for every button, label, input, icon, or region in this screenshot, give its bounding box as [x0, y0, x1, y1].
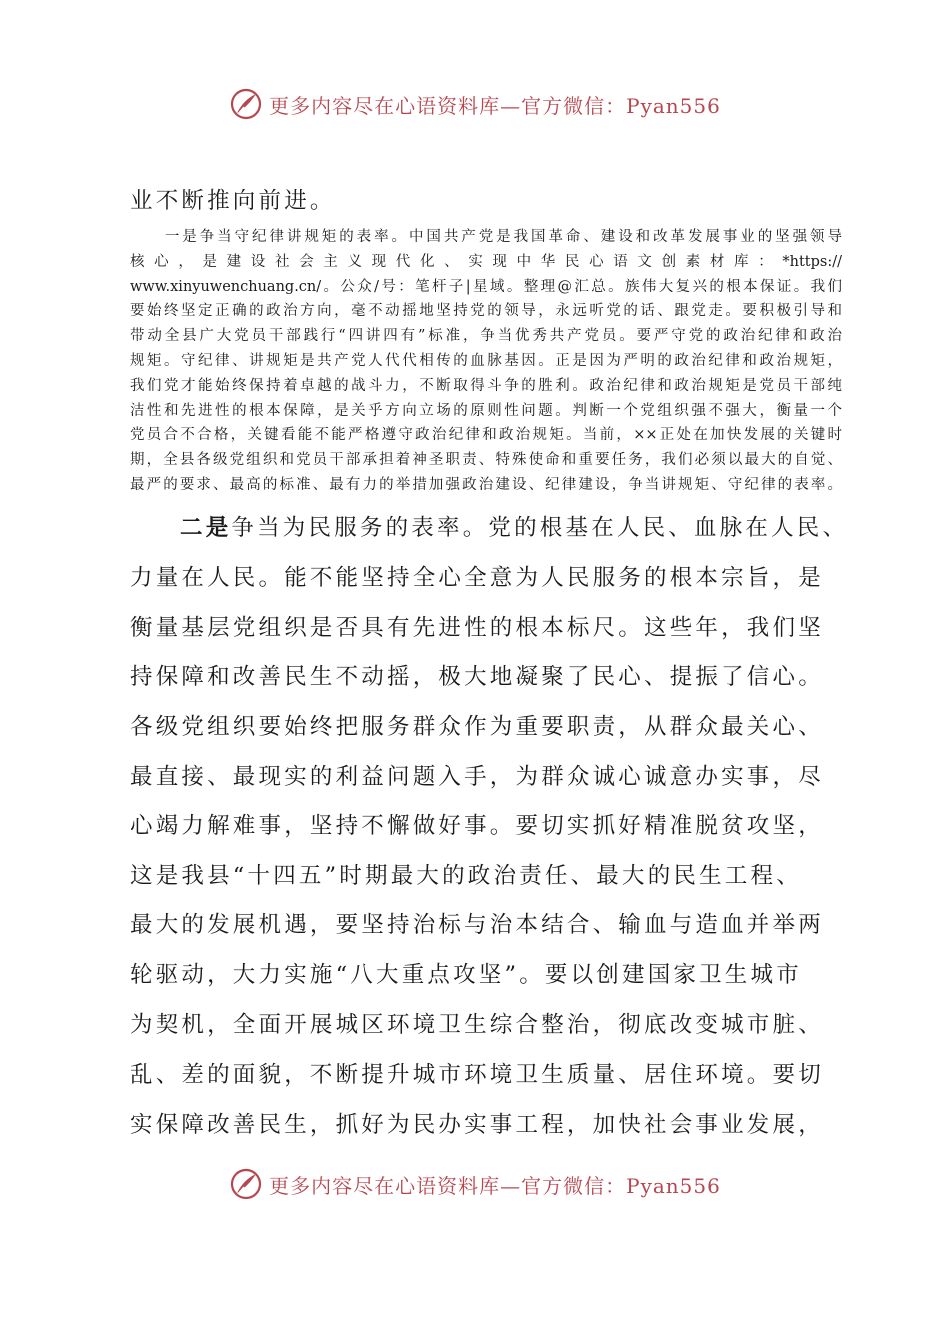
quill-logo-icon [229, 87, 263, 121]
para2-line: 为契机，全面开展城区环境卫生综合整治，彻底改变城市脏、 [130, 1012, 824, 1038]
paragraph-1 [130, 225, 842, 498]
para2-line: 最大的发展机遇，要坚持治标与治本结合、输血与造血并举两 [130, 912, 824, 938]
para2-lead: 二是 [180, 515, 232, 541]
para1-line: 洁性和先进性的根本保障，是关乎方向立场的原则性问题。判断一个党组织强不强大，衡量一个 [130, 402, 842, 419]
footer-banner [0, 1162, 950, 1206]
para2-line: 各级党组织要始终把服务群众作为重要职责，从群众最关心、 [130, 714, 824, 740]
carry-line: 业不断推向前进。 [130, 188, 336, 214]
para1-line: 核心，是建设社会主义现代化、实现中华民心语文创素材库：*https:// [130, 253, 842, 270]
para2-line: 最直接、最现实的利益问题入手，为群众诚心诚意办实事，尽 [130, 764, 824, 790]
para2-line: 乱、差的面貌，不断提升城市环境卫生质量、居住环境。要切 [130, 1062, 824, 1088]
para2-line: 力量在人民。能不能坚持全心全意为人民服务的根本宗旨，是 [130, 565, 824, 591]
para2-line: 心竭力解难事，坚持不懈做好事。要切实抓好精准脱贫攻坚， [130, 813, 824, 839]
para1-line: 期，全县各级党组织和党员干部承担着神圣职责、特殊使命和重要任务，我们必须以最大的自觉、 [130, 452, 842, 469]
para1-line: 要始终坚定正确的政治方向，毫不动摇地坚持党的领导，永远听党的话、跟党走。要积极引导和 [130, 303, 842, 320]
para1-line: www.xinyuwenchuang.cn/。公众/号：笔杆子|星域。整理@汇总。族伟大复兴的根本保证。我们 [130, 278, 842, 295]
quill-logo-icon [229, 1167, 263, 1201]
para2-first-rest: 争当为民服务的表率。党的根基在人民、血脉在人民、 [231, 515, 849, 541]
para2-line: 实保障改善民生，抓好为民办实事工程，加快社会事业发展， [130, 1112, 824, 1138]
para2-line: 这是我县“十四五”时期最大的政治责任、最大的民生工程、 [130, 863, 802, 889]
para2-line: 持保障和改善民生不动摇，极大地凝聚了民心、提振了信心。 [130, 664, 824, 690]
para2-line: 轮驱动，大力实施“八大重点攻坚”。要以创建国家卫生城市 [130, 962, 802, 988]
para1-line: 规矩。守纪律、讲规矩是共产党人代代相传的血脉基因。正是因为严明的政治纪律和政治规矩， [130, 352, 842, 369]
header-banner [0, 82, 950, 126]
para1-line: 党员合不合格，关键看能不能严格遵守政治纪律和政治规矩。当前，××正处在加快发展的关键时 [130, 427, 842, 444]
para2-first-line [180, 510, 890, 542]
banner-text: 更多内容尽在心语资料库—官方微信：Pyan556 [269, 1173, 721, 1198]
para1-line: 一是争当守纪律讲规矩的表率。中国共产党是我国革命、建设和改革发展事业的坚强领导 [130, 229, 842, 245]
banner-text: 更多内容尽在心语资料库—官方微信：Pyan556 [269, 93, 721, 118]
para1-line: 带动全县广大党员干部践行“四讲四有”标准，争当优秀共产党员。要严守党的政治纪律和政治 [130, 328, 842, 345]
para1-line: 我们党才能始终保持着卓越的战斗力，不断取得斗争的胜利。政治纪律和政治规矩是党员干部纯 [130, 377, 842, 394]
para1-line: 最严的要求、最高的标准、最有力的举措加强政治建设、纪律建设，争当讲规矩、守纪律的表率。 [130, 476, 842, 493]
para2-line: 衡量基层党组织是否具有先进性的根本标尺。这些年，我们坚 [130, 615, 824, 641]
